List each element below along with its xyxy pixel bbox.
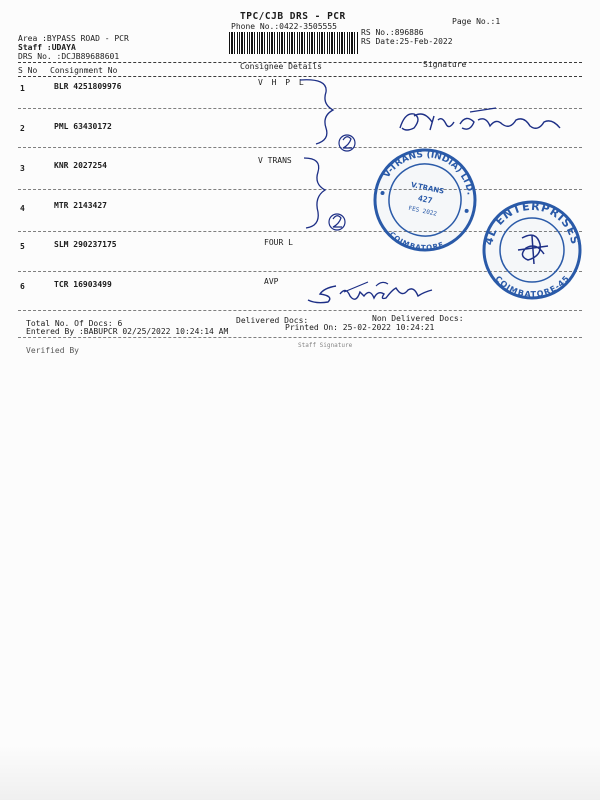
svg-text:4L ENTERPRISES: 4L ENTERPRISES (482, 199, 582, 247)
svg-text:COIMBATORE: COIMBATORE (387, 230, 445, 253)
printed-on: Printed On: 25-02-2022 10:24:21 (285, 323, 435, 332)
sheet-title: TPC/CJB DRS - PCR (240, 11, 346, 22)
row-consignee: V TRANS (258, 156, 292, 165)
bracket-mark (304, 158, 325, 228)
circled-number (339, 135, 355, 151)
rs-date: RS Date:25-Feb-2022 (361, 37, 453, 46)
row-sno: 5 (20, 242, 25, 251)
entered-by: Entered By :BABUPCR 02/25/2022 10:24:14 AM (26, 327, 229, 336)
row-sno: 6 (20, 282, 25, 291)
circled-number (329, 214, 345, 230)
col-sno: S No (18, 66, 38, 75)
row-consignee: V H P L (258, 78, 306, 87)
verified-by: Verified By (26, 346, 79, 355)
total-docs: Total No. Of Docs: 6 (26, 319, 123, 328)
phone-number: Phone No.:0422-3505555 (231, 22, 337, 31)
col-consignment: Consignment No (50, 66, 118, 75)
row-sno: 3 (20, 164, 25, 173)
svg-text:V-TRANS (INDIA) LTD.: V-TRANS (INDIA) LTD. (382, 149, 475, 196)
staff-field: Staff :UDAYA (18, 43, 76, 52)
bracket-mark (300, 80, 333, 144)
non-delivered-docs: Non Delivered Docs: (372, 314, 464, 323)
page-number: Page No.:1 (452, 17, 501, 26)
row-consignee: AVP (264, 277, 279, 286)
svg-text:COIMBATORE-45: COIMBATORE-45 (493, 274, 571, 300)
signature-row-2 (400, 108, 560, 130)
row-consignment-no: PML 63430172 (54, 122, 112, 131)
row-consignee: FOUR L (264, 238, 293, 247)
row-consignment-no: KNR 2027254 (54, 161, 107, 170)
svg-text:427: 427 (417, 193, 434, 206)
signature-row-6 (308, 282, 432, 303)
row-consignment-no: SLM 290237175 (54, 240, 117, 249)
row-sno: 1 (20, 84, 25, 93)
delivered-docs: Delivered Docs: (236, 316, 309, 325)
row-consignment-no: MTR 2143427 (54, 201, 107, 210)
row-consignment-no: TCR 16903499 (54, 280, 112, 289)
area-field: Area :BYPASS ROAD - PCR (18, 34, 129, 43)
staff-signature-label: Staff Signature (298, 342, 353, 349)
row-sno: 2 (20, 124, 25, 133)
fourl-stamp (482, 200, 582, 299)
svg-text:V.TRANS: V.TRANS (410, 180, 445, 196)
col-signature: Signature (423, 60, 467, 69)
vtrans-stamp (365, 141, 484, 262)
svg-text:FES 2022: FES 2022 (407, 204, 438, 218)
row-consignment-no: BLR 4251809976 (54, 82, 122, 91)
col-consignee: Consignee Details (240, 62, 322, 71)
rs-number: RS No.:896886 (361, 28, 424, 37)
drs-number: DRS No. :DCJB89688601 (18, 52, 120, 61)
row-sno: 4 (20, 204, 25, 213)
